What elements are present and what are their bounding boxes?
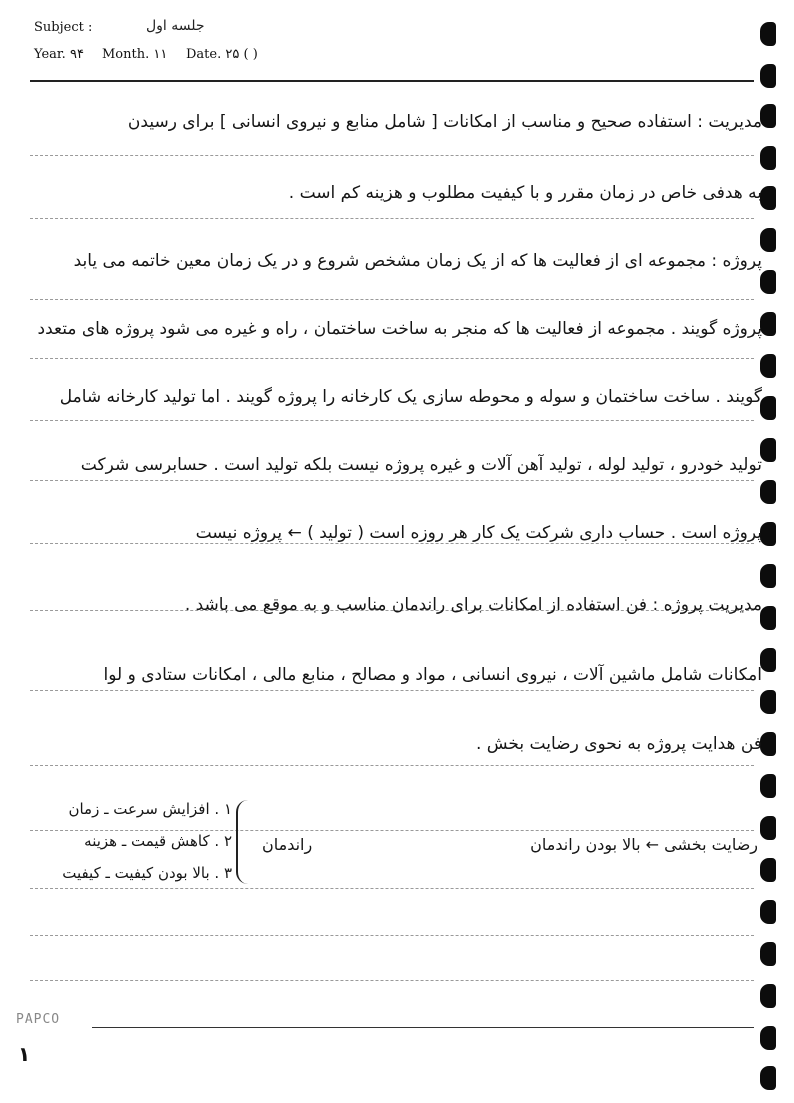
binder-hole	[760, 186, 776, 210]
subject-value: جلسه اول	[146, 18, 205, 34]
year-field	[34, 47, 84, 62]
text-line: امکانات شامل ماشین آلات ، نیروی انسانی ، مواد و مصالح ، منابع مالی ، امکانات ستادی و لوا	[103, 665, 762, 685]
ruled-line	[30, 888, 754, 889]
binder-hole	[760, 438, 776, 462]
ruled-line	[30, 765, 754, 766]
date-value: ۲۵	[225, 47, 240, 62]
date-label: Date.	[186, 47, 222, 62]
ruled-line	[30, 358, 754, 359]
ruled-line	[30, 935, 754, 936]
binder-hole	[760, 648, 776, 672]
efficiency-label: راندمان	[262, 835, 313, 854]
ruled-line	[30, 543, 754, 544]
ruled-line	[30, 690, 754, 691]
month-field	[102, 47, 167, 62]
binder-hole	[760, 774, 776, 798]
year-value: ۹۴	[69, 47, 84, 62]
ruled-line	[30, 420, 754, 421]
binder-hole	[760, 816, 776, 840]
ruled-line	[30, 480, 754, 481]
month-label: Month.	[102, 47, 150, 62]
binder-hole	[760, 396, 776, 420]
binder-hole	[760, 1066, 776, 1090]
binder-hole	[760, 146, 776, 170]
binder-hole	[760, 228, 776, 252]
date-field	[186, 47, 258, 62]
papco-logo: PAPCO	[16, 1012, 61, 1027]
ruled-line	[30, 980, 754, 981]
binder-hole	[760, 312, 776, 336]
text-line: پروژه است . حساب داری شرکت یک کار هر روزه است ( تولید ) ← پروژه نیست	[195, 523, 762, 543]
binder-hole	[760, 354, 776, 378]
brace-bracket	[236, 800, 254, 884]
ruled-line	[30, 218, 754, 219]
binder-hole	[760, 858, 776, 882]
ruled-line	[30, 155, 754, 156]
text-line-project-management: مدیریت پروژه : فن استفاده از امکانات برای راندمان مناسب و به موقع می باشد .	[184, 595, 762, 615]
binder-hole	[760, 480, 776, 504]
binder-hole	[760, 104, 776, 128]
list-item: ۲ . کاهش قیمت ـ هزینه	[84, 832, 232, 850]
date-suffix: ( )	[243, 47, 258, 62]
ruled-line	[30, 299, 754, 300]
binder-hole	[760, 564, 776, 588]
binder-hole	[760, 64, 776, 88]
binder-hole	[760, 690, 776, 714]
year-label: Year.	[34, 47, 66, 62]
footer-rule	[92, 1027, 754, 1028]
header-rule	[30, 80, 754, 82]
page-number: ۱	[18, 1042, 31, 1066]
ruled-line	[30, 830, 754, 831]
binder-hole	[760, 1026, 776, 1050]
text-line: گویند . ساخت ساختمان و سوله و محوطه سازی یک کارخانه را پروژه گویند . اما تولید کارخانه شامل	[59, 387, 762, 407]
subject-label: Subject :	[34, 20, 93, 35]
list-item: ۱ . افزایش سرعت ـ زمان	[68, 800, 232, 818]
binder-hole	[760, 984, 776, 1008]
binder-hole	[760, 942, 776, 966]
binder-hole	[760, 900, 776, 924]
month-value: ۱۱	[153, 47, 168, 62]
binder-hole	[760, 732, 776, 756]
binder-hole	[760, 22, 776, 46]
binder-hole	[760, 606, 776, 630]
text-line: تولید خودرو ، تولید لوله ، تولید آهن آلات و غیره پروژه نیست بلکه تولید است . حسابرسی شرکت	[80, 455, 762, 475]
text-line: پروژه گویند . مجموعه از فعالیت ها که منجر به ساخت ساختمان ، راه و غیره می شود پروژه های متعدد	[37, 319, 762, 339]
satisfaction-statement: رضایت بخشی ← بالا بودن راندمان	[530, 835, 758, 854]
text-line: فن هدایت پروژه به نحوی رضایت بخش .	[475, 734, 762, 754]
text-line-project-definition: پروژه : مجموعه ای از فعالیت ها که از یک زمان مشخص شروع و در یک زمان معین خاتمه می یابد	[73, 251, 762, 271]
binder-hole	[760, 270, 776, 294]
text-line: به هدفی خاص در زمان مقرر و با کیفیت مطلوب و هزینه کم است .	[288, 183, 762, 203]
text-line-management-definition: مدیریت : استفاده صحیح و مناسب از امکانات [ شامل منابع و نیروی انسانی ] برای رسیدن	[127, 112, 762, 132]
binder-hole	[760, 522, 776, 546]
list-item: ۳ . بالا بودن کیفیت ـ کیفیت	[62, 864, 232, 882]
